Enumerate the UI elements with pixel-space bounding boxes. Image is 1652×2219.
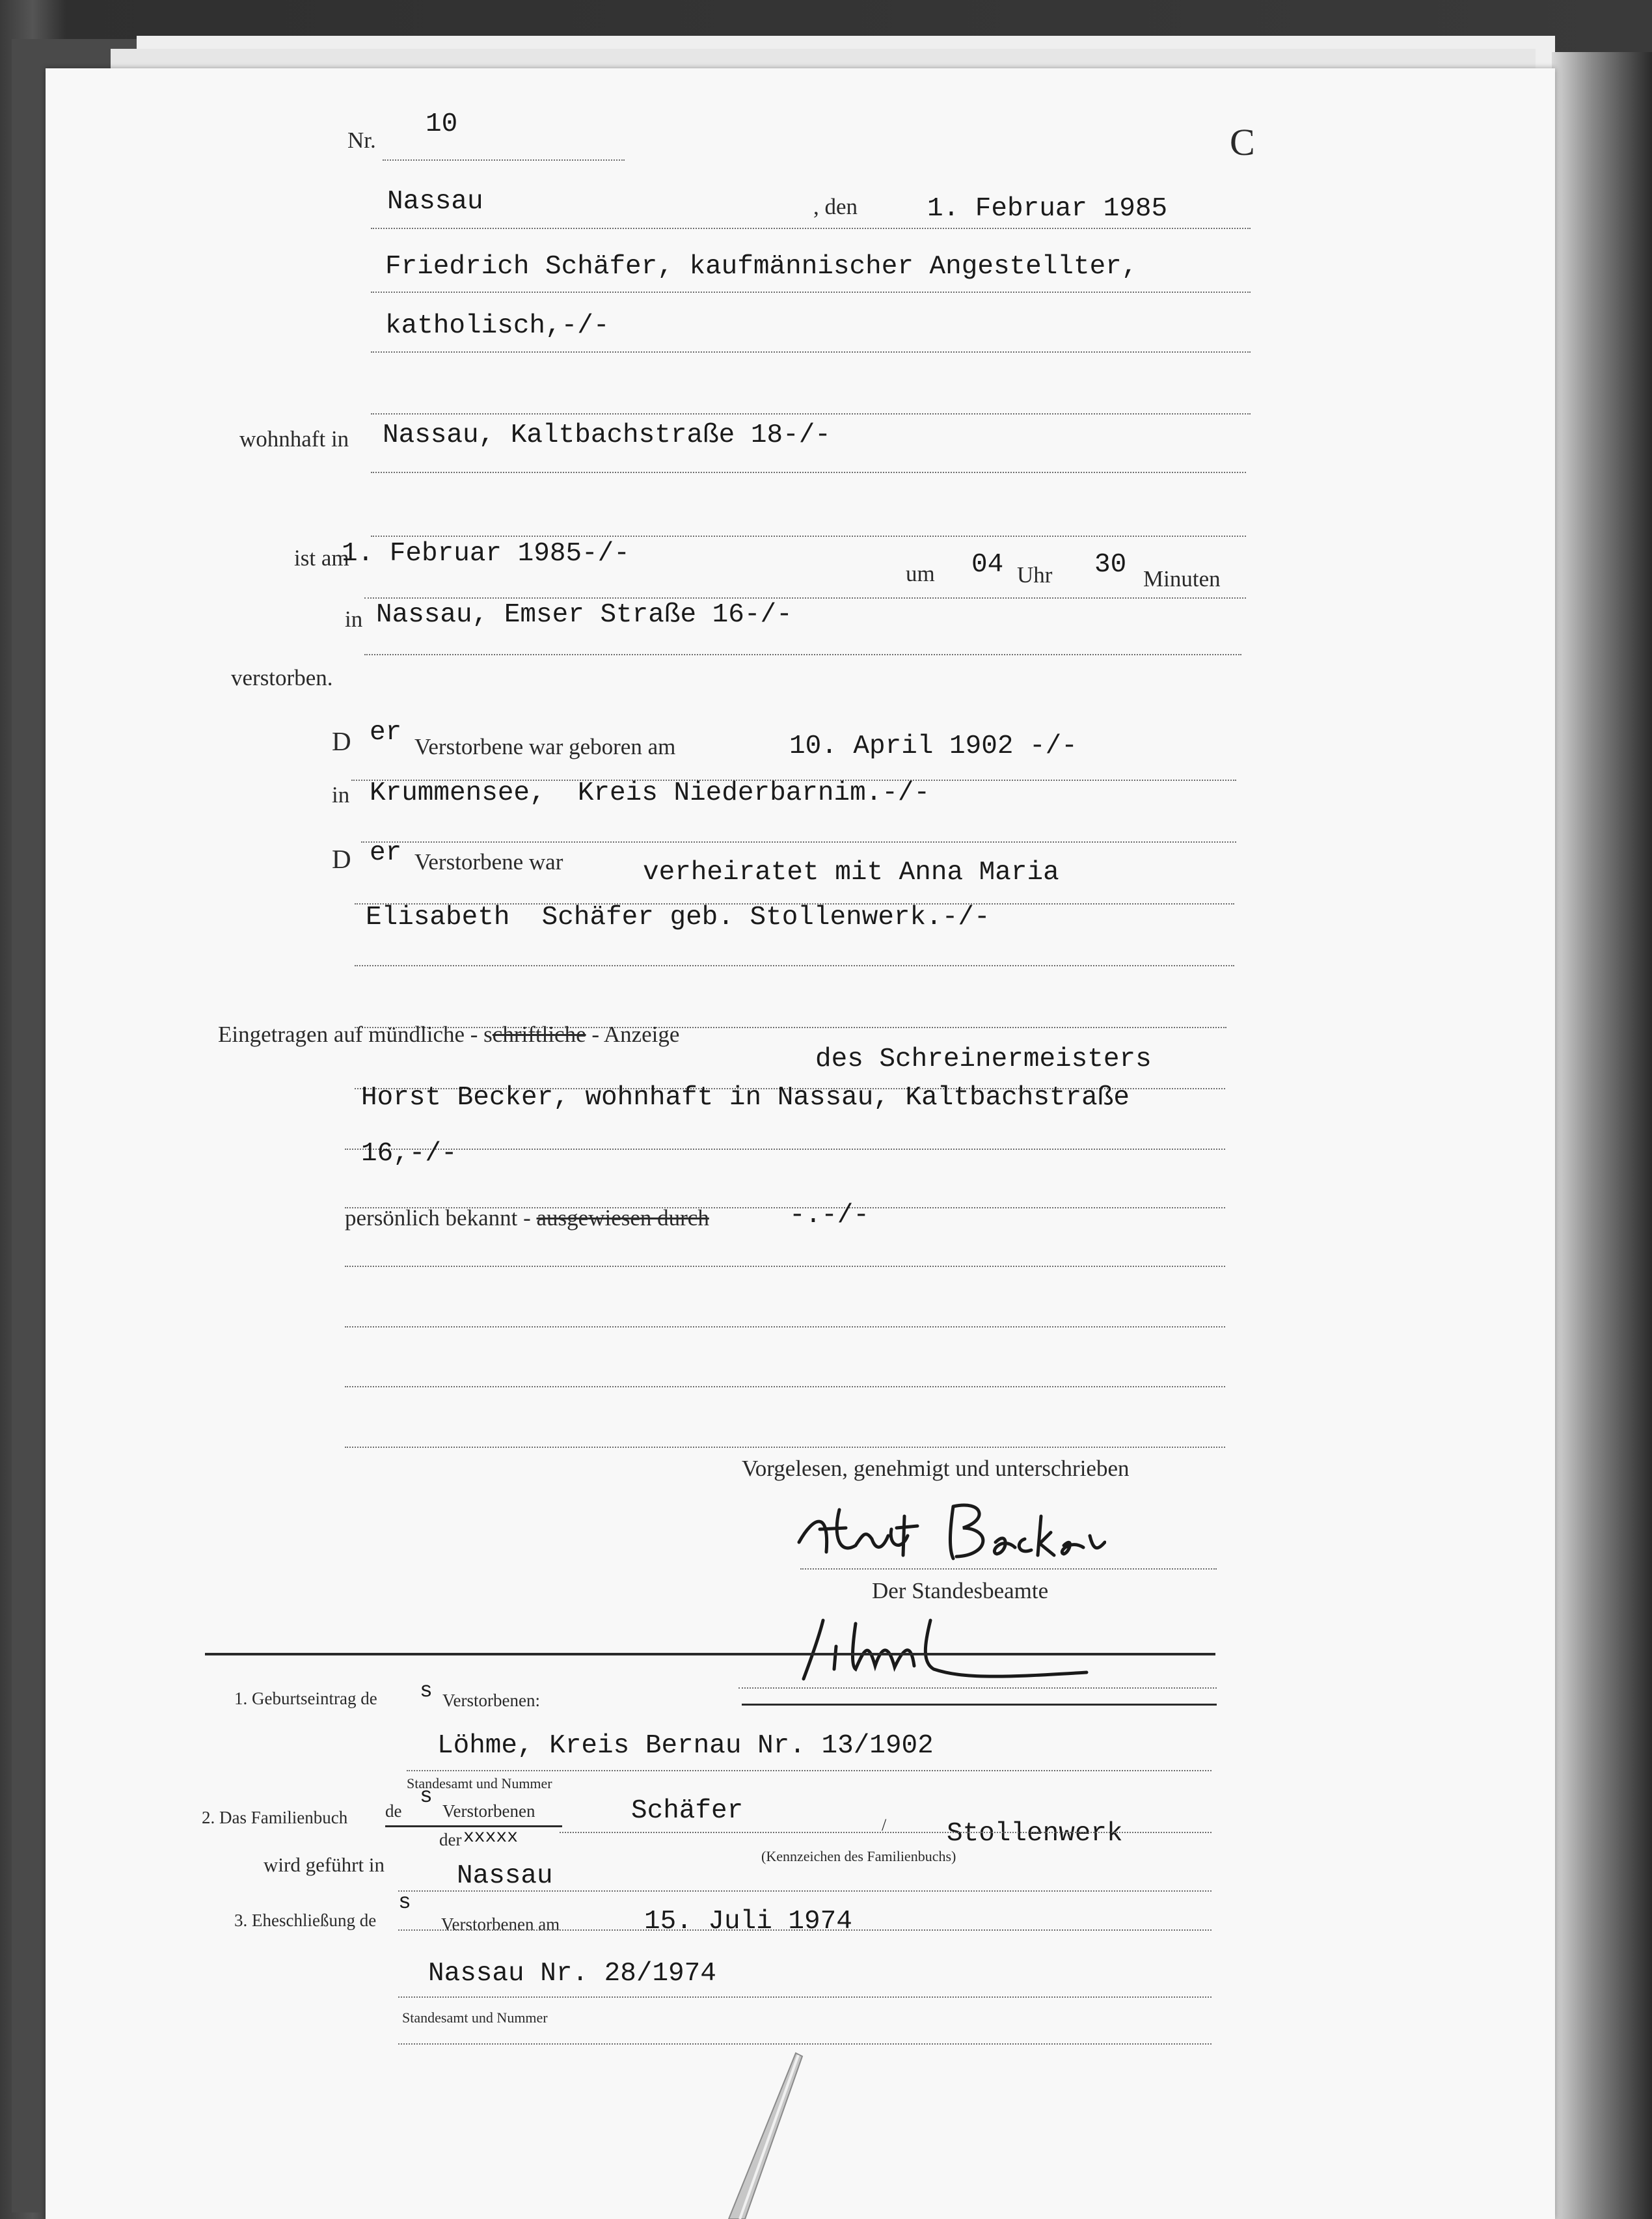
nr-value: 10 — [426, 109, 458, 139]
kennzeichen-label: (Kennzeichen des Familienbuchs) — [761, 1848, 956, 1864]
eingetragen-text: Eingetragen auf mündliche - s — [218, 1022, 493, 1047]
f3-date: 15. Juli 1974 — [644, 1907, 852, 1937]
f1-s: s — [420, 1679, 433, 1703]
birth-place: Krummensee, Kreis Niederbarnim.-/- — [370, 778, 930, 808]
d-label: D — [332, 726, 351, 756]
dotted-line — [361, 841, 1236, 843]
dotted-line — [398, 1890, 1212, 1892]
bekannt-label — [345, 1205, 709, 1231]
dotted-line — [383, 159, 625, 161]
marital-status-1: verheiratet mit Anna Maria — [643, 858, 1059, 888]
dotted-line — [398, 1996, 1212, 1998]
war-label: Verstorbene war — [414, 849, 563, 875]
struck-schriftliche: chriftliche — [492, 1022, 586, 1047]
dotted-line — [345, 1326, 1225, 1327]
dotted-line — [371, 292, 1251, 293]
entry-date: 1. Februar 1985 — [927, 194, 1168, 224]
f2-s: s — [420, 1784, 433, 1808]
f1-value: Löhme, Kreis Bernau Nr. 13/1902 — [437, 1731, 934, 1761]
minuten-label: Minuten — [1143, 566, 1221, 592]
f2-de: de — [385, 1801, 402, 1821]
dotted-line — [560, 1832, 1212, 1833]
um-label: um — [906, 561, 935, 586]
dotted-line — [371, 228, 1251, 229]
dotted-line — [407, 1770, 1212, 1771]
d2-label: D — [332, 844, 351, 874]
in-label: in — [345, 606, 363, 632]
birth-date: 10. April 1902 -/- — [789, 731, 1077, 761]
verstorben-label: verstorben. — [231, 665, 333, 690]
anzeige-label: - Anzeige — [591, 1022, 680, 1047]
eingetragen-label — [218, 1022, 679, 1048]
dotted-line — [371, 536, 1246, 537]
f3-label: 3. Eheschließung de — [234, 1911, 377, 1930]
dotted-line — [345, 1266, 1225, 1267]
dotted-line — [738, 1687, 1217, 1689]
wohnhaft-label: wohnhaft in — [239, 426, 349, 452]
death-minutes: 30 — [1094, 550, 1127, 580]
gefuehrt-value: Nassau — [457, 1861, 553, 1891]
informant-line-1: des Schreinermeisters — [815, 1044, 1152, 1074]
f2-slash: / — [882, 1816, 887, 1834]
declarant-line-1: Friedrich Schäfer, kaufmännischer Angestellter, — [385, 252, 1138, 282]
book-spine — [1552, 52, 1652, 2219]
geboren-label: Verstorbene war geboren am — [414, 734, 676, 759]
f2-label: 2. Das Familienbuch — [202, 1808, 348, 1827]
bekannt-text: persönlich bekannt - — [345, 1205, 537, 1231]
uhr-label: Uhr — [1017, 562, 1053, 588]
f2-name-1: Schäfer — [631, 1796, 744, 1826]
footnote-separator-2 — [742, 1704, 1217, 1706]
marital-status-2: Elisabeth Schäfer geb. Stollenwerk.-/- — [366, 903, 990, 933]
f3-s: s — [398, 1890, 411, 1914]
f1-verstorbenen: Verstorbenen: — [442, 1691, 540, 1710]
f3-place: Nassau Nr. 28/1974 — [428, 1959, 716, 1989]
dotted-line — [345, 1447, 1225, 1448]
death-hour: 04 — [971, 550, 1004, 580]
dotted-line — [355, 965, 1234, 966]
footnote-separator — [205, 1653, 1215, 1655]
standesbeamte-label: Der Standesbeamte — [872, 1578, 1049, 1603]
standesamt-nummer-label-2: Standesamt und Nummer — [402, 2009, 548, 2026]
dotted-line — [364, 654, 1241, 655]
informant-signature — [794, 1490, 1106, 1572]
dotted-line — [800, 1568, 1217, 1570]
ist-am-label: ist am — [294, 545, 349, 571]
registrar-signature — [794, 1607, 1100, 1692]
dotted-line — [371, 472, 1246, 473]
dotted-line — [398, 1929, 1212, 1931]
dotted-line — [398, 2043, 1212, 2045]
dotted-line — [345, 1386, 1225, 1387]
death-place: Nassau, Emser Straße 16-/- — [376, 600, 792, 630]
dotted-line — [364, 597, 1246, 599]
gender-suffix: er — [370, 718, 402, 748]
gefuehrt-label: wird geführt in — [264, 1853, 385, 1876]
dotted-line — [345, 1149, 1225, 1150]
declarant-line-2: katholisch,-/- — [385, 311, 610, 341]
gender-suffix-2: er — [370, 838, 402, 868]
register-letter: C — [1230, 121, 1255, 163]
f2-verstorbenen: Verstorbenen — [442, 1801, 535, 1821]
register-page — [46, 68, 1555, 2219]
nr-label: Nr. — [347, 128, 376, 153]
den-label: , den — [813, 194, 858, 219]
f2-xed: xxxxx — [463, 1827, 519, 1847]
struck-ausgewiesen: ausgewiesen durch — [536, 1205, 709, 1231]
residence-value: Nassau, Kaltbachstraße 18-/- — [383, 420, 831, 450]
vorgelesen-label: Vorgelesen, genehmigt und unterschrieben — [742, 1456, 1130, 1481]
bekannt-value: -.-/- — [789, 1201, 870, 1231]
dotted-line — [371, 351, 1251, 353]
place-value: Nassau — [387, 187, 483, 217]
f1-label: 1. Geburtseintrag de — [234, 1689, 377, 1708]
f3-verstorbenen: Verstorbenen am — [441, 1914, 560, 1934]
dotted-line — [371, 413, 1251, 415]
informant-line-3: 16,-/- — [361, 1139, 457, 1169]
pen-pointer — [712, 2050, 823, 2219]
informant-line-2: Horst Becker, wohnhaft in Nassau, Kaltbachstraße — [361, 1083, 1130, 1113]
birth-in-label: in — [332, 782, 350, 808]
standesamt-nummer-label: Standesamt und Nummer — [407, 1775, 552, 1791]
f2-name-2: Stollenwerk — [947, 1819, 1123, 1849]
f2-der: der — [439, 1830, 462, 1849]
death-date: 1. Februar 1985-/- — [342, 539, 630, 569]
